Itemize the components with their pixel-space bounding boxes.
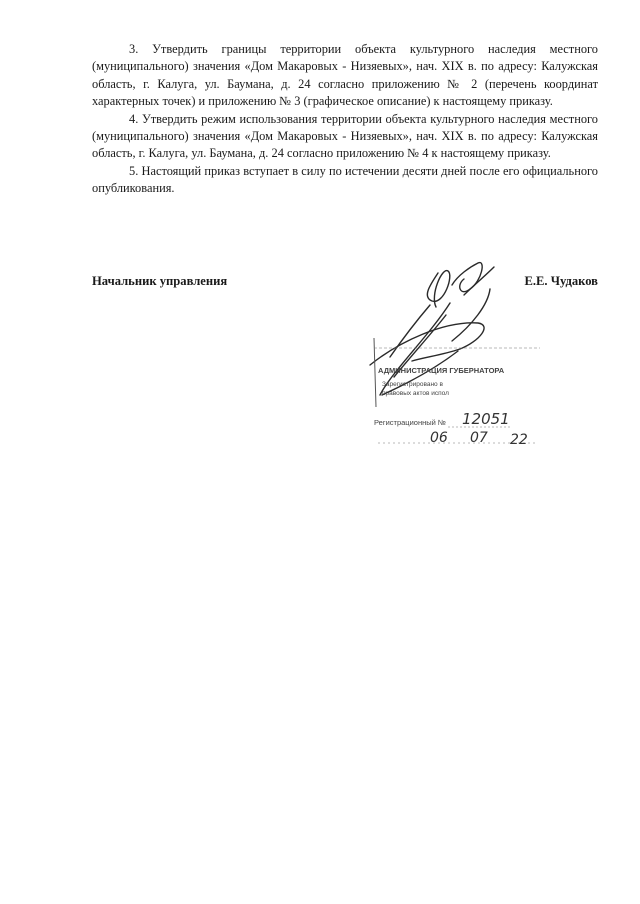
stamp-line-2: правовых актов испол — [382, 390, 449, 397]
stamp-date-year: 22 — [510, 432, 528, 448]
paragraph-item-5: 5. Настоящий приказ вступает в силу по истечении десяти дней после его официального опубликования. — [92, 163, 598, 196]
signature-and-registration-stamp — [360, 245, 550, 455]
stamp-date-day: 06 — [430, 430, 448, 446]
registration-stamp — [374, 338, 540, 448]
paragraph-item-4: 4. Утвердить режим использования территории объекта культурного наследия местного (муниципального) значения «Дом Макаровых - Низяевых», нач. XIX в. по адресу: Калужская область, г. Калуга, ул. Баумана, д. 24 согласно приложению № 4 к настоящему приказу. — [92, 111, 598, 161]
stamp-line-1: Зарегистрировано в — [382, 381, 443, 388]
stamp-date-month: 07 — [470, 430, 488, 446]
handwritten-signature — [370, 263, 494, 395]
signatory-title: Начальник управления — [92, 274, 228, 288]
stamp-reg-number: 12051 — [462, 410, 510, 428]
order-body — [92, 41, 598, 198]
stamp-header: АДМИНИСТРАЦИЯ ГУБЕРНАТОРА — [378, 366, 505, 375]
paragraph-item-3: 3. Утвердить границы территории объекта культурного наследия местного (муниципального) значения «Дом Макаровых - Низяевых», нач. XIX в. по адресу: Калужская область, г. Калуга, ул. Баумана, д. 24 согласно приложению № 2 (перечень координат характерных точек) и приложению № 3 (графическое описание) к настоящему приказу. — [92, 42, 598, 109]
signatory-name: Е.Е. Чудаков — [524, 274, 598, 288]
stamp-reg-label: Регистрационный № — [374, 418, 446, 427]
